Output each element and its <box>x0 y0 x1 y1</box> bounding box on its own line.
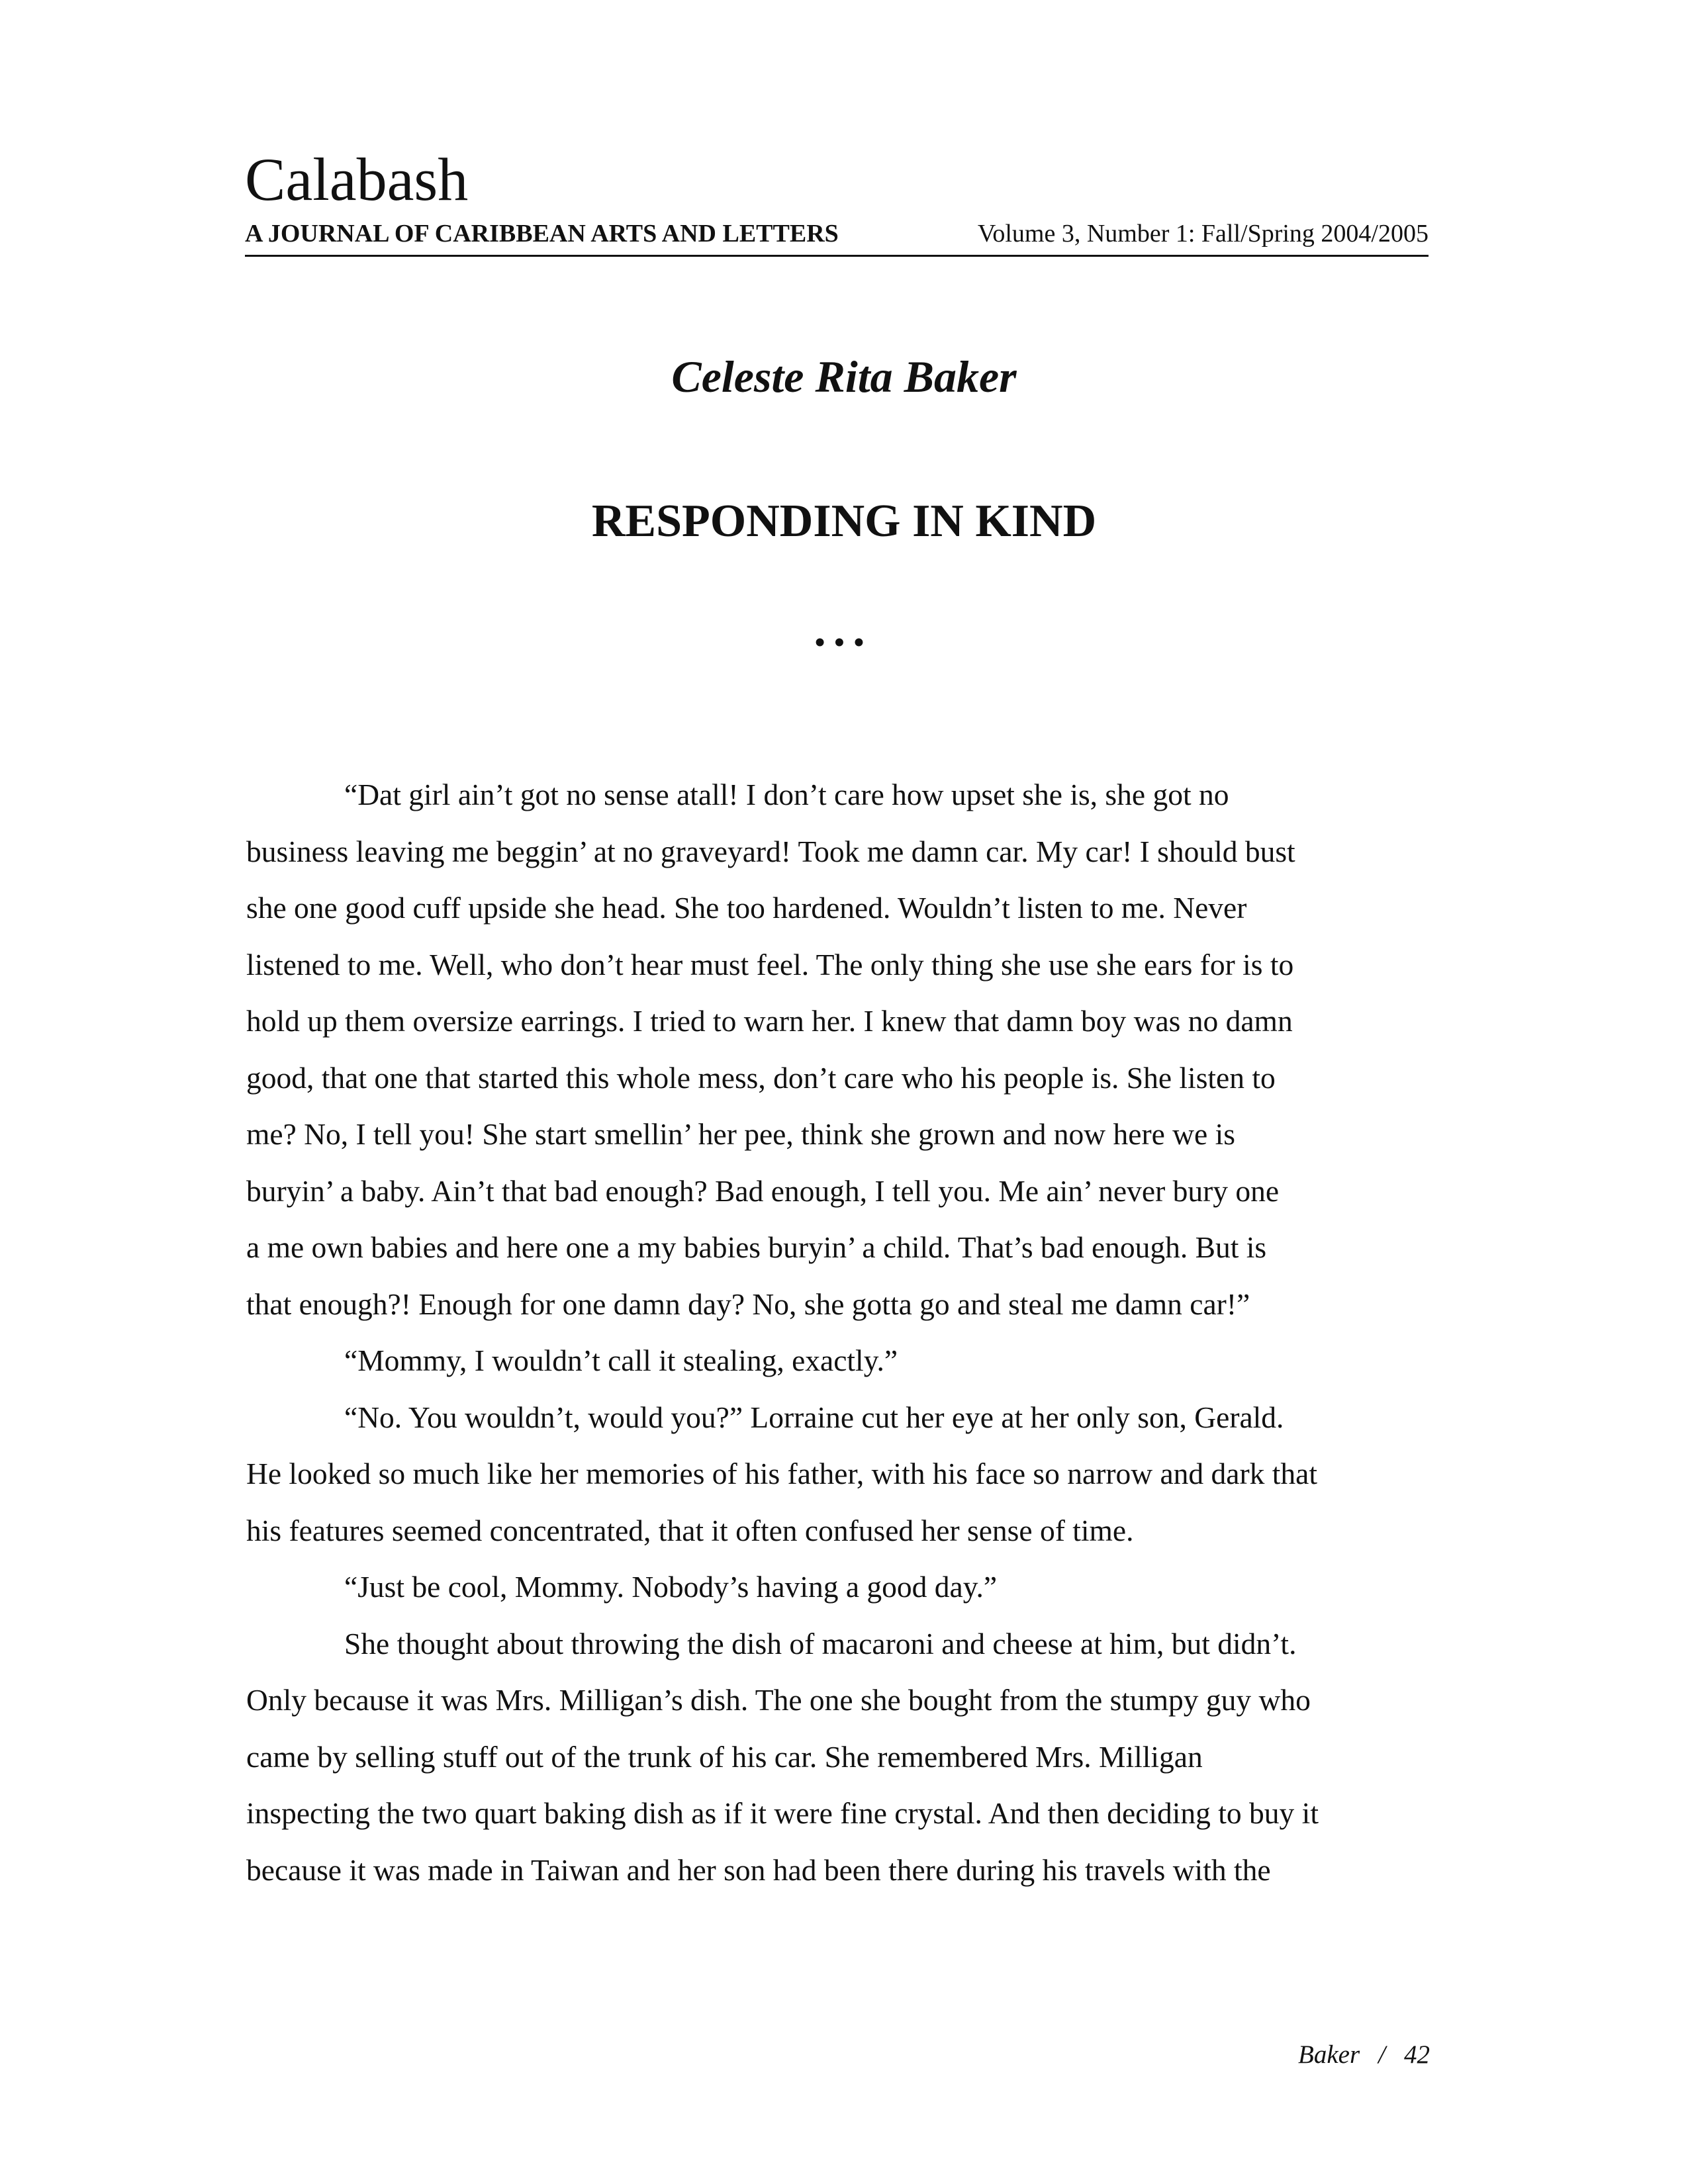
author-name: Celeste Rita Baker <box>671 351 1017 402</box>
footer-author: Baker <box>1298 2040 1360 2069</box>
body-line: hold up them oversize earrings. I tried to warn her. I knew that damn boy was no damn <box>246 1004 1293 1038</box>
body-line: buryin’ a baby. Ain’t that bad enough? Bad enough, I tell you. Me ain’ never bury one <box>246 1173 1280 1208</box>
body-line: “Dat girl ain’t got no sense atall! I don’t care how upset she is, she got no <box>344 778 1229 811</box>
body-line: “No. You wouldn’t, would you?” Lorraine cut her eye at her only son, Gerald. <box>344 1400 1284 1434</box>
volume-info: Volume 3, Number 1: Fall/Spring 2004/2005 <box>977 220 1429 248</box>
body-text <box>246 766 1431 1898</box>
body-line: that enough?! Enough for one damn day? No, she gotta go and steal me damn car!” <box>246 1287 1250 1321</box>
body-line: She thought about throwing the dish of macaroni and cheese at him, but didn’t. <box>344 1626 1297 1661</box>
story-title: RESPONDING IN KIND <box>591 496 1097 547</box>
journal-subtitle: A JOURNAL OF CARIBBEAN ARTS AND LETTERS <box>245 220 839 248</box>
body-line: me? No, I tell you! She start smellin’ her pee, think she grown and now here we is <box>246 1117 1235 1151</box>
journal-header <box>245 146 1429 257</box>
body-line: “Just be cool, Mommy. Nobody’s having a good day.” <box>344 1570 998 1604</box>
body-line: inspecting the two quart baking dish as if it were fine crystal. And then deciding to buy it <box>246 1796 1319 1830</box>
page-number: 42 <box>1404 2040 1430 2069</box>
body-line: good, that one that started this whole mess, don’t care who his people is. She listen to <box>246 1060 1276 1095</box>
body-line: a me own babies and here one a my babies buryin’ a child. That’s bad enough. But is <box>246 1230 1267 1264</box>
journal-title: Calabash <box>245 146 469 213</box>
body-line: because it was made in Taiwan and her son had been there during his travels with the <box>246 1852 1271 1887</box>
body-line: “Mommy, I wouldn’t call it stealing, exactly.” <box>344 1343 898 1377</box>
body-line: his features seemed concentrated, that it often confused her sense of time. <box>246 1513 1134 1547</box>
body-line: Only because it was Mrs. Milligan’s dish. The one she bought from the stumpy guy who <box>246 1683 1311 1717</box>
body-line: business leaving me beggin’ at no graveyard! Took me damn car. My car! I should bust <box>246 834 1295 868</box>
body-line: came by selling stuff out of the trunk of his car. She remembered Mrs. Milligan <box>246 1739 1203 1774</box>
body-line: listened to me. Well, who don’t hear must feel. The only thing she use she ears for is to <box>246 947 1294 981</box>
footer-slash: / <box>1378 2040 1385 2069</box>
journal-header-rule <box>245 216 1429 257</box>
body-line: she one good cuff upside she head. She too hardened. Wouldn’t listen to me. Never <box>246 891 1247 925</box>
body-line: He looked so much like her memories of his father, with his face so narrow and dark that <box>246 1457 1318 1490</box>
section-separator: ••• <box>814 626 874 659</box>
page-footer <box>1298 2040 1430 2070</box>
